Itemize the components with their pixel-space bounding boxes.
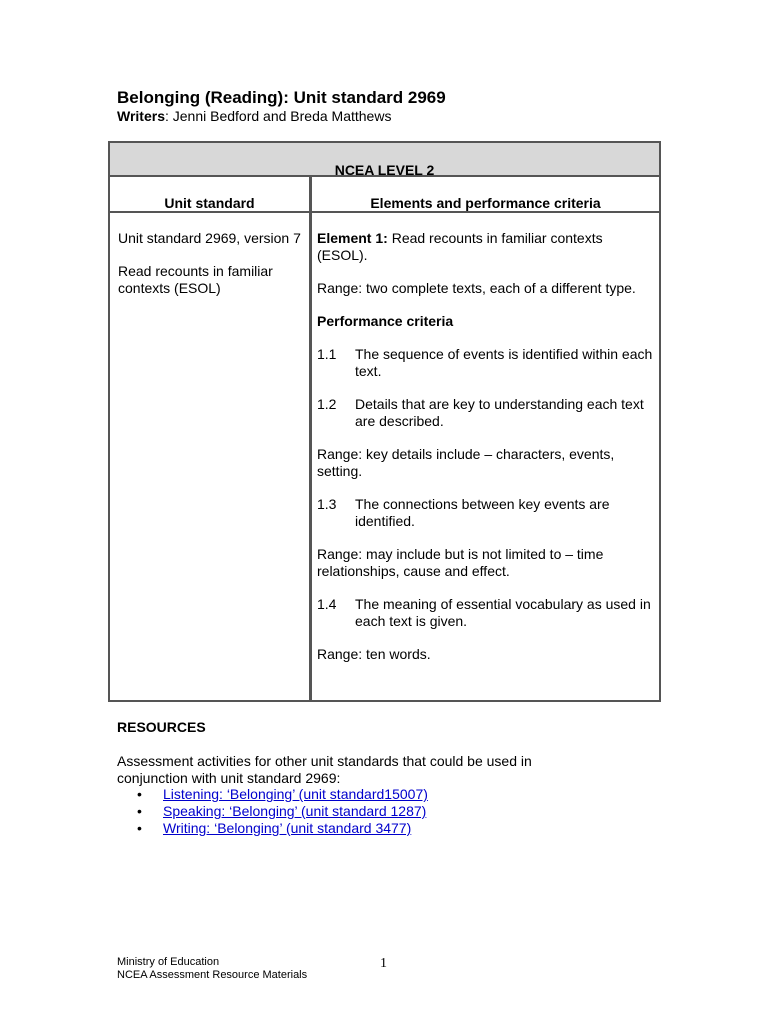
criterion-number: 1.2 [317,396,337,412]
criterion-number: 1.1 [317,346,337,362]
bullet-icon: • [137,820,142,836]
criterion-1-4 [317,596,657,630]
list-item [137,820,428,837]
unit-standard-description: Read recounts in familiar contexts (ESOL) [118,263,273,296]
elements-cell [317,230,657,679]
ncea-level-heading-box [108,141,661,177]
range-text: Range: ten words. [317,646,431,662]
document-title: Belonging (Reading): Unit standard 2969 [117,88,446,107]
list-item [137,803,428,820]
criterion-text: The meaning of essential vocabulary as used in each text is given. [355,596,651,629]
bullet-icon: • [137,786,142,802]
criterion-number: 1.4 [317,596,337,612]
column-divider [309,177,312,700]
unit-standard-version: Unit standard 2969, version 7 [118,230,301,246]
page-number: 1 [380,956,387,971]
footer-publisher [117,956,307,982]
range-text: Range: two complete texts, each of a different type. [317,280,636,296]
footer-line-2: NCEA Assessment Resource Materials [117,969,308,981]
resources-heading: RESOURCES [117,719,206,735]
link-writing-belonging[interactable]: Writing: ‘Belonging’ (unit standard 3477) [163,820,412,836]
writers-label: Writers [117,108,165,124]
range-text: Range: may include but is not limited to – time relationships, cause and effect. [317,546,604,579]
resources-intro: Assessment activities for other unit standards that could be used in conjunction with unit standard 2969: [117,753,532,786]
writers-names: : Jenni Bedford and Breda Matthews [164,108,392,124]
bullet-icon: • [137,803,142,819]
resources-link-list [137,786,428,837]
element-text: Read recounts in familiar contexts (ESOL). [317,230,603,263]
column-header-elements: Elements and performance criteria [370,195,601,211]
performance-criteria-heading: Performance criteria [317,313,454,329]
criterion-1-1 [317,346,657,380]
criterion-1-2 [317,396,657,430]
unit-standard-cell [118,230,304,313]
criterion-number: 1.3 [317,496,337,512]
column-header-unit-standard: Unit standard [164,195,255,211]
range-text: Range: key details include – characters, events, setting. [317,446,615,479]
link-speaking-belonging[interactable]: Speaking: ‘Belonging’ (unit standard 1287) [163,803,427,819]
element-1 [317,230,657,264]
criterion-text: Details that are key to understanding each text are described. [355,396,644,429]
writers-line [117,108,391,124]
criterion-1-3 [317,496,657,530]
link-listening-belonging[interactable]: Listening: ‘Belonging’ (unit standard15007) [163,786,428,802]
list-item [137,786,428,803]
ncea-level-heading: NCEA LEVEL 2 [334,162,435,178]
criterion-text: The connections between key events are identified. [355,496,610,529]
criterion-text: The sequence of events is identified within each text. [355,346,653,379]
element-label: Element 1: [317,230,388,246]
unit-standard-table [108,177,661,702]
footer-line-1: Ministry of Education [117,956,220,968]
header-divider [110,211,659,213]
